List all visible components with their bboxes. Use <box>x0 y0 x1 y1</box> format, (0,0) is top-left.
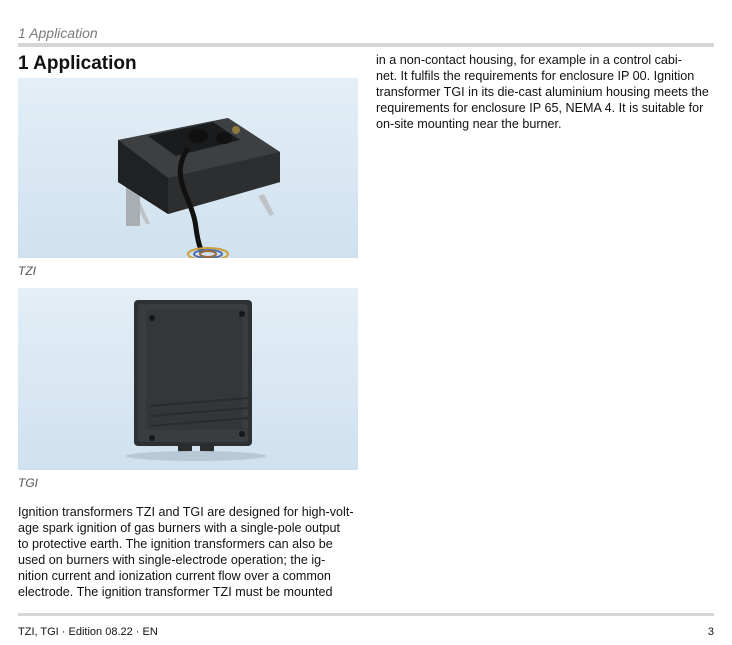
footer-rule <box>18 613 714 616</box>
text-line: nition current and ionization current flow over a common <box>18 569 331 583</box>
ignition-transformer-tgi-photo-icon <box>18 288 358 470</box>
text-line: Ignition transformers TZI and TGI are designed for high-volt- <box>18 505 354 519</box>
text-line: to protective earth. The ignition transformers can also be <box>18 537 333 551</box>
text-line: electrode. The ignition transformer TZI must be mounted <box>18 585 333 599</box>
ignition-transformer-tzi-photo-icon <box>18 78 358 258</box>
text-line: used on burners with single-electrode operation; the ig- <box>18 553 326 567</box>
text-line: requirements for enclosure IP 65, NEMA 4. It is suitable for <box>376 101 704 115</box>
left-column <box>18 52 358 600</box>
text-line: age spark ignition of gas burners with a single-pole output <box>18 521 341 535</box>
footer-edition: TZI, TGI · Edition 08.22 · EN <box>18 626 158 638</box>
figure-tzi <box>18 78 358 258</box>
figure-caption-tgi: TGI <box>18 476 38 490</box>
figure-tgi <box>18 288 358 470</box>
section-title: 1 Application <box>18 53 137 74</box>
body-paragraph-left <box>18 504 358 600</box>
text-line: on-site mounting near the burner. <box>376 117 562 131</box>
text-line: in a non-contact housing, for example in a control cabi- <box>376 53 682 67</box>
figure-caption-tzi: TZI <box>18 264 36 278</box>
text-line: transformer TGI in its die-cast aluminium housing meets the <box>376 85 709 99</box>
page-number: 3 <box>707 626 714 638</box>
body-paragraph-right <box>376 52 718 132</box>
running-head: 1 Application <box>18 25 98 41</box>
text-line: net. It fulfils the requirements for enclosure IP 00. Ignition <box>376 69 695 83</box>
header-rule <box>18 43 714 47</box>
right-column <box>376 52 718 132</box>
